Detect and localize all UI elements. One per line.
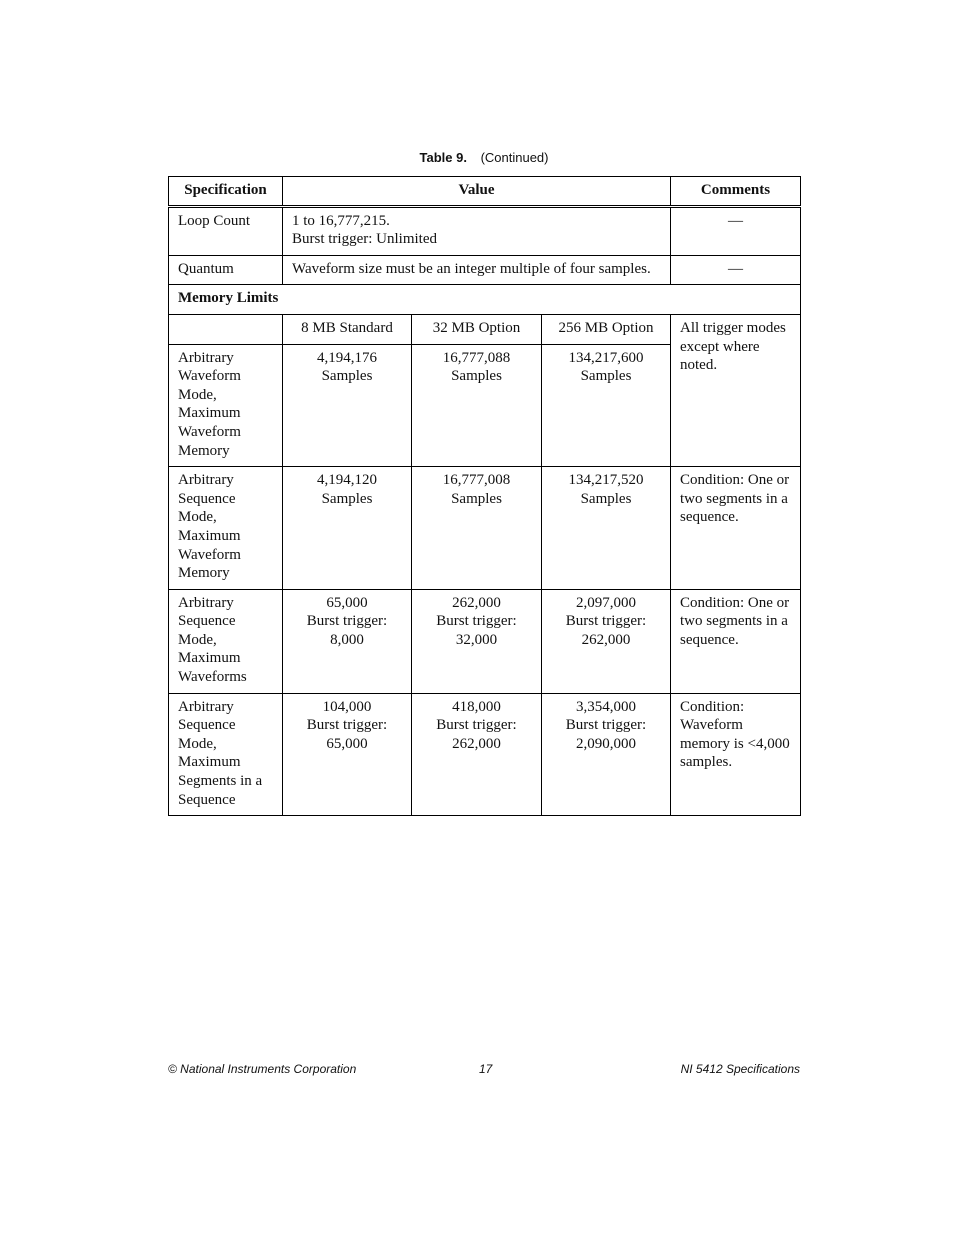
memory-row-spec [169, 693, 283, 816]
table-row-loop-count [169, 206, 801, 255]
memory-column-8mb: 8 MB Standard [283, 314, 412, 344]
value-line: Samples [451, 368, 502, 385]
value-line: 4,194,176 [317, 349, 377, 366]
memory-row-comment: Condition: One or two segments in a sequence. [671, 589, 801, 693]
header-comments: Comments [671, 177, 801, 207]
memory-row-value-8mb [283, 467, 412, 590]
table-header-row [169, 177, 801, 207]
memory-row-value-8mb [283, 344, 412, 467]
quantum-comment: — [671, 255, 801, 285]
value-line: 65,000 [326, 735, 368, 752]
memory-row-value-256mb [542, 693, 671, 816]
table-caption [168, 150, 800, 165]
value-line: 262,000 [452, 594, 501, 611]
footer-page-number: 17 [479, 1062, 493, 1076]
spec-line: Mode, [178, 735, 217, 752]
value-line: Samples [451, 490, 502, 507]
spec-line: Memory [178, 442, 230, 459]
table-caption-label: Table 9. [419, 150, 467, 165]
memory-row-value-256mb [542, 344, 671, 467]
table-row-memory-columns [169, 314, 801, 344]
memory-row-value-32mb [412, 589, 542, 693]
value-line: Burst trigger: [565, 613, 647, 630]
memory-row-value-32mb [412, 693, 542, 816]
memory-row-comment: Condition: One or two segments in a sequence. [671, 467, 801, 590]
value-line: Burst trigger: [436, 613, 517, 630]
footer-copyright: © National Instruments Corporation [168, 1062, 357, 1076]
spec-line: Sequence [178, 791, 236, 808]
value-line: Samples [580, 368, 632, 385]
loop-count-spec: Loop Count [169, 206, 283, 255]
spec-line: Mode, [178, 509, 217, 526]
page-footer [168, 1062, 800, 1078]
value-line: 16,777,088 [442, 349, 511, 366]
value-line: 65,000 [326, 594, 368, 611]
memory-row-value-256mb [542, 467, 671, 590]
spec-line: Maximum [178, 405, 241, 422]
spec-line: Mode, [178, 386, 217, 403]
loop-count-comment: — [671, 206, 801, 255]
spec-line: Mode, [178, 631, 217, 648]
spec-line: Waveform [178, 423, 241, 440]
spec-line: Segments in a [178, 773, 263, 790]
memory-general-comment: All trigger modes except where noted. [671, 314, 801, 466]
memory-limits-section-title: Memory Limits [169, 285, 801, 315]
value-line: Burst trigger: [306, 613, 388, 630]
value-line: 32,000 [455, 631, 498, 648]
memory-row-value-8mb [283, 589, 412, 693]
value-line: 16,777,008 [442, 472, 511, 489]
value-line: 262,000 [581, 631, 631, 648]
loop-count-value-line: 1 to 16,777,215. [292, 212, 390, 229]
spec-line: Arbitrary [178, 472, 234, 489]
value-line: 3,354,000 [576, 698, 636, 715]
memory-row-spec [169, 467, 283, 590]
memory-row-value-32mb [412, 467, 542, 590]
value-line: 2,097,000 [576, 594, 636, 611]
value-line: Samples [580, 490, 632, 507]
value-line: 4,194,120 [317, 472, 377, 489]
spec-line: Sequence [178, 490, 236, 507]
memory-row-spec [169, 344, 283, 467]
spec-line: Maximum [178, 650, 241, 667]
specifications-table [168, 176, 801, 816]
value-line: 104,000 [322, 698, 372, 715]
value-line: Samples [321, 368, 373, 385]
value-line: Burst trigger: [436, 717, 517, 734]
loop-count-value-line: Burst trigger: Unlimited [292, 231, 437, 248]
value-line: 2,090,000 [576, 735, 636, 752]
value-line: 8,000 [330, 631, 364, 648]
value-line: 262,000 [452, 735, 501, 752]
header-value: Value [283, 177, 671, 207]
spec-line: Memory [178, 565, 230, 582]
spec-line: Waveforms [178, 669, 247, 686]
header-specification: Specification [169, 177, 283, 207]
value-line: 134,217,600 [568, 349, 644, 366]
spec-line: Sequence [178, 717, 236, 734]
spec-line: Sequence [178, 613, 236, 630]
memory-row-value-8mb [283, 693, 412, 816]
spec-line: Waveform [178, 368, 241, 385]
table-row-quantum [169, 255, 801, 285]
memory-column-32mb: 32 MB Option [412, 314, 542, 344]
footer-document-title: NI 5412 Specifications [680, 1062, 800, 1076]
spec-line: Arbitrary [178, 698, 234, 715]
table-row-memory-limits [169, 285, 801, 315]
spec-line: Arbitrary [178, 349, 234, 366]
loop-count-value [283, 206, 671, 255]
memory-row-spec [169, 589, 283, 693]
quantum-value: Waveform size must be an integer multiple of four samples. [283, 255, 671, 285]
spec-line: Maximum [178, 754, 241, 771]
spec-line: Arbitrary [178, 594, 234, 611]
memory-row-value-32mb [412, 344, 542, 467]
memory-column-256mb: 256 MB Option [542, 314, 671, 344]
value-line: Burst trigger: [306, 717, 388, 734]
memory-row-comment: Condition: Waveform memory is <4,000 samples. [671, 693, 801, 816]
table-row [169, 693, 801, 816]
memory-columns-blank [169, 314, 283, 344]
spec-line: Maximum [178, 527, 241, 544]
quantum-spec: Quantum [169, 255, 283, 285]
memory-row-value-256mb [542, 589, 671, 693]
table-row [169, 589, 801, 693]
table-row [169, 467, 801, 590]
table-caption-text: (Continued) [480, 150, 549, 165]
spec-line: Waveform [178, 546, 241, 563]
value-line: Burst trigger: [565, 717, 647, 734]
value-line: 134,217,520 [568, 472, 644, 489]
value-line: 418,000 [452, 698, 501, 715]
value-line: Samples [321, 490, 373, 507]
